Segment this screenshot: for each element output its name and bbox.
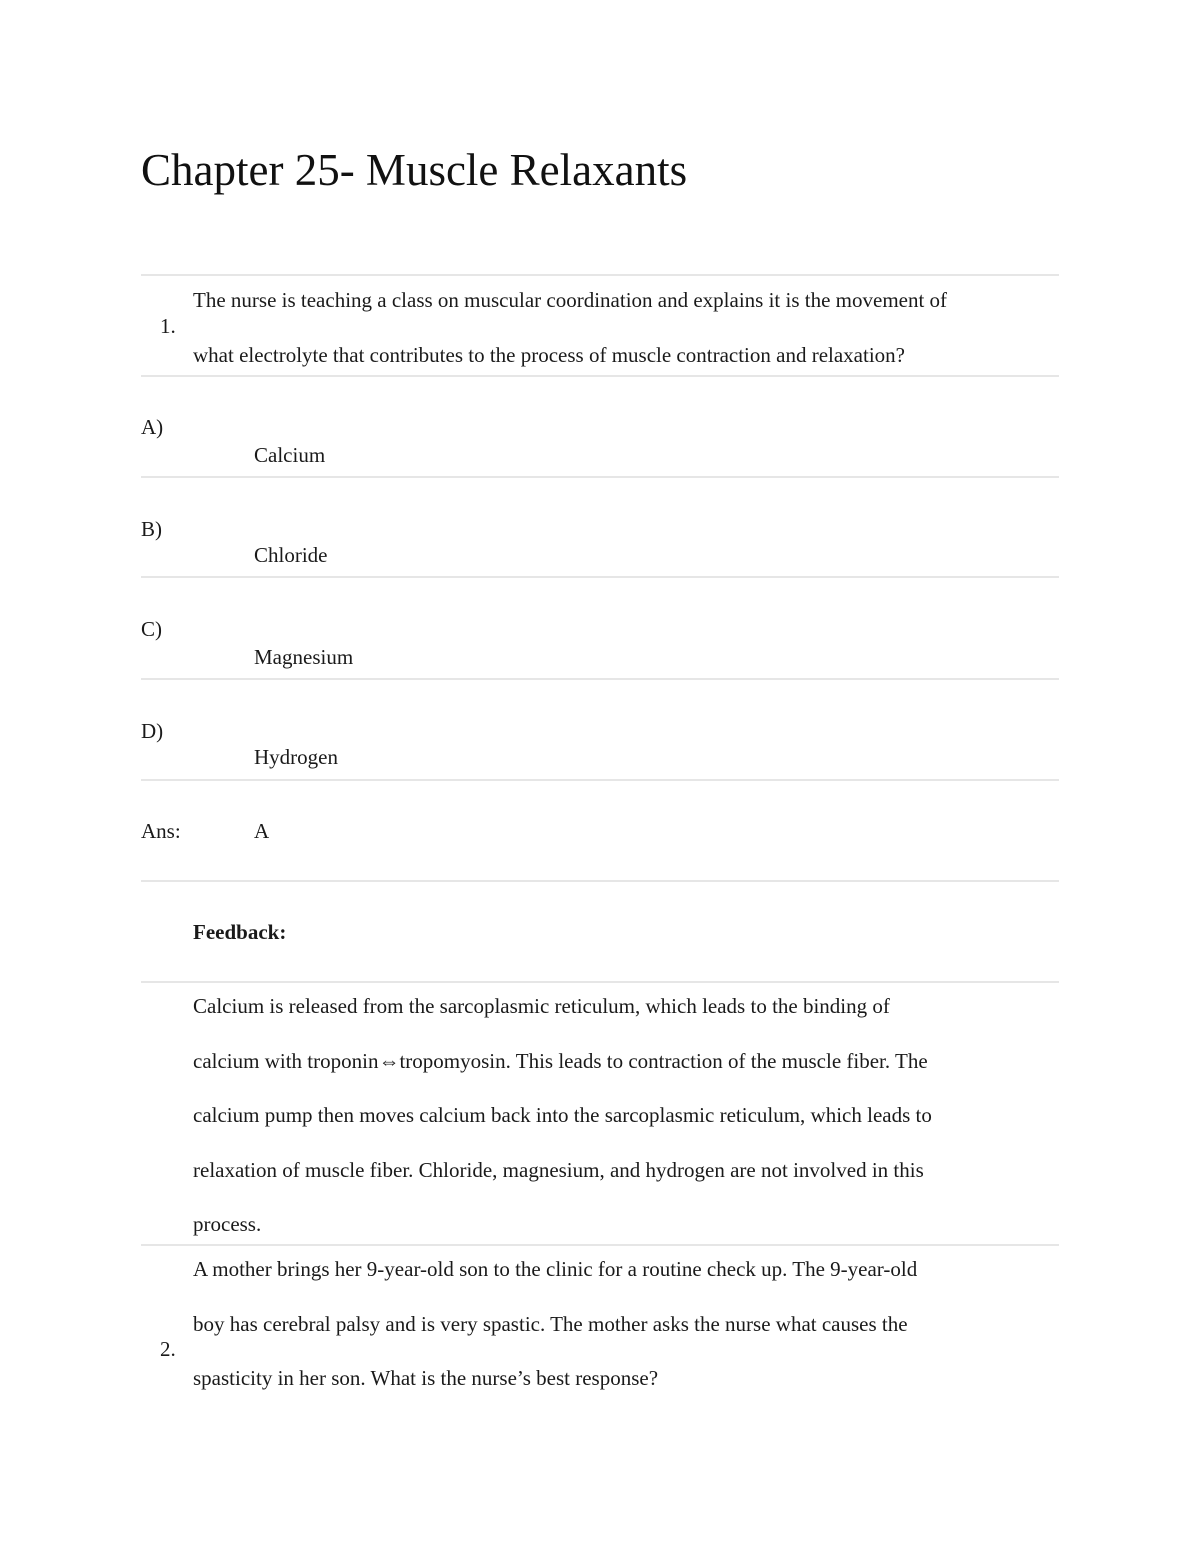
feedback-line: relaxation of muscle fiber. Chloride, magnesium, and hydrogen are not involved in this <box>193 1157 924 1182</box>
question-1-line: what electrolyte that contributes to the process of muscle contraction and relaxation? <box>193 342 905 367</box>
feedback-line: calcium pump then moves calcium back into the sarcoplasmic reticulum, which leads to <box>193 1103 932 1127</box>
option-a-letter: A) <box>141 415 164 439</box>
option-d-letter: D) <box>141 719 164 743</box>
page-title: Chapter 25- Muscle Relaxants <box>141 145 688 195</box>
question-1-line: The nurse is teaching a class on muscular coordination and explains it is the movement of <box>193 288 948 312</box>
option-a-text: Calcium <box>254 443 326 467</box>
option-c-text: Magnesium <box>254 645 354 669</box>
question-2-line: spasticity in her son. What is the nurse’s best response? <box>193 1366 659 1390</box>
divider <box>141 779 1059 781</box>
feedback-line: process. <box>193 1212 262 1236</box>
question-2-number: 2. <box>160 1337 176 1361</box>
feedback-line: calcium with troponin⇔tropomyosin. This leads to contraction of the muscle fiber. The <box>193 1048 928 1073</box>
feedback-text <box>193 979 932 1252</box>
divider <box>141 476 1059 478</box>
question-1-text <box>193 273 947 382</box>
answer-label: Ans: <box>141 819 181 843</box>
question-2-line: boy has cerebral palsy and is very spastic. The mother asks the nurse what causes the <box>193 1311 908 1336</box>
question-2-text <box>193 1242 917 1406</box>
divider <box>141 375 1059 377</box>
divider <box>141 678 1059 680</box>
feedback-label: Feedback: <box>193 920 287 944</box>
question-1-number: 1. <box>160 314 176 338</box>
divider <box>141 880 1059 882</box>
option-b-text: Chloride <box>254 543 328 567</box>
feedback-line: Calcium is released from the sarcoplasmic reticulum, which leads to the binding of <box>193 994 890 1018</box>
option-c-letter: C) <box>141 617 162 641</box>
divider <box>141 576 1059 578</box>
option-b-letter: B) <box>141 517 162 541</box>
option-d-text: Hydrogen <box>254 745 338 769</box>
question-2-line: A mother brings her 9-year-old son to the clinic for a routine check up. The 9-year-old <box>193 1257 918 1281</box>
answer-value: A <box>254 819 270 843</box>
